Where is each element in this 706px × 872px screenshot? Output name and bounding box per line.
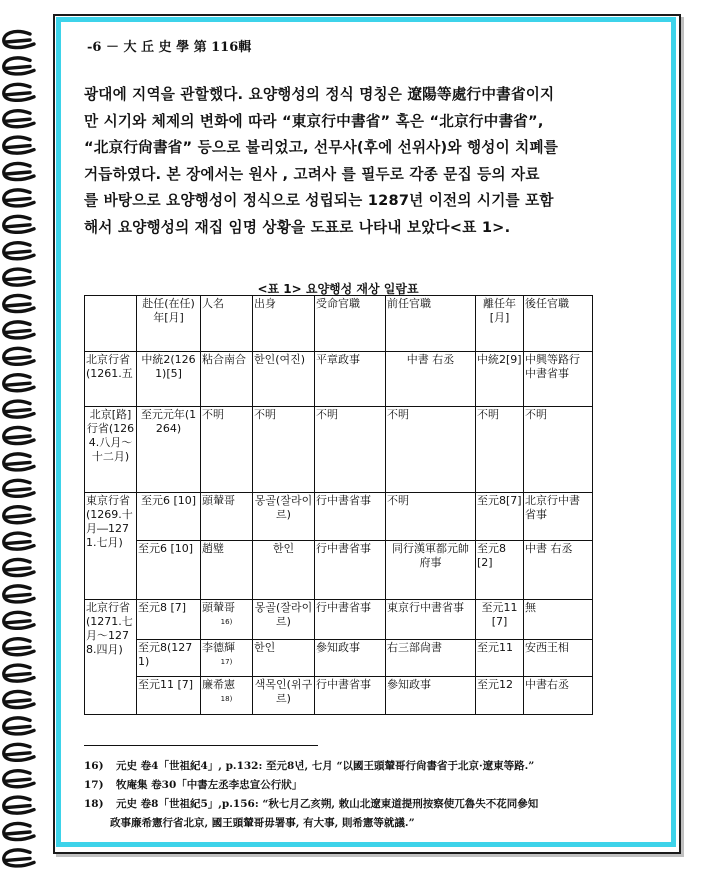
dept-name-cell: 北京行省(1271.七月～1278.四月) bbox=[85, 600, 137, 715]
spiral-coil-icon bbox=[4, 269, 34, 285]
spiral-coil-icon bbox=[4, 718, 34, 734]
official-name: 頭輦哥 bbox=[202, 601, 235, 614]
header-cell: 人名 bbox=[201, 296, 253, 352]
table-row bbox=[85, 600, 593, 640]
table-cell: 粘合南合 bbox=[201, 352, 253, 407]
spiral-coil-icon bbox=[4, 296, 34, 312]
paragraph-line: 만 시기와 체제의 변화에 따라 “東京行中書省” 혹은 “北京行中書省”, bbox=[84, 112, 544, 130]
spiral-coil-icon bbox=[4, 771, 34, 787]
table-cell: 行中書省事 bbox=[315, 677, 386, 715]
footnote-number: 16) bbox=[84, 760, 104, 772]
table-cell: 中統2(1261)[5] bbox=[137, 352, 201, 407]
footnote-item bbox=[84, 776, 658, 795]
table-cell: 趙璧 bbox=[201, 541, 253, 600]
table-row bbox=[85, 352, 593, 407]
footnote-text: 元史 卷8「世祖紀5」,p.156: “秋七月乙亥朔, 敕山北遼東道提刑按察使兀魯失不花同參知 bbox=[116, 798, 539, 810]
footnote-divider bbox=[84, 745, 318, 746]
paragraph-line: “北京行尙書省” 등으로 불리었고, 선무사(후에 선위사)와 행성이 치폐를 bbox=[84, 139, 559, 157]
table-cell: 不明 bbox=[524, 407, 593, 493]
footnote-ref: 16) bbox=[220, 618, 233, 626]
table-cell: 平章政事 bbox=[315, 352, 386, 407]
table-cell: 不明 bbox=[476, 407, 524, 493]
table-cell: 北京行中書 省事 bbox=[524, 493, 593, 541]
table-cell bbox=[201, 600, 253, 640]
footnote-text: 牧庵集 卷30「中書左丞李忠宣公行狀」 bbox=[116, 779, 303, 791]
officials-table bbox=[84, 295, 593, 715]
header-cell: 後任官職 bbox=[524, 296, 593, 352]
spiral-coil-icon bbox=[4, 560, 34, 576]
table-cell: 至元8[7] bbox=[476, 493, 524, 541]
table-cell: 몽골(잘라이르) bbox=[253, 493, 315, 541]
footnote-text: 元史 卷4「世祖紀4」, p.132: 至元8년, 七月 “以國王頭輦哥行尙書省于北京·遼東等路.” bbox=[116, 760, 535, 772]
body-paragraph bbox=[84, 82, 658, 242]
paragraph-line: 를 바탕으로 요양행성이 정식으로 성립되는 1287년 이전의 시기를 포함 bbox=[84, 192, 554, 210]
paragraph-line: 광대에 지역을 관할했다. 요양행성의 정식 명칭은 遼陽等處行中書省이지 bbox=[84, 86, 555, 103]
table-cell bbox=[201, 640, 253, 677]
spiral-coil-icon bbox=[4, 639, 34, 655]
spiral-coil-icon bbox=[4, 401, 34, 417]
dept-name-cell: 東京行省(1269.十月―1271.七月) bbox=[85, 493, 137, 600]
spiral-coil-icon bbox=[4, 164, 34, 180]
table-cell: 行中書省事 bbox=[315, 541, 386, 600]
table-cell: 參知政事 bbox=[386, 677, 476, 715]
spiral-coil-icon bbox=[4, 216, 34, 232]
table-cell: 한인 bbox=[253, 640, 315, 677]
table-cell: 至元6 [10] bbox=[137, 541, 201, 600]
table-cell: 東京行中書省事 bbox=[386, 600, 476, 640]
header-cell: 赴任(在任)年[月] bbox=[137, 296, 201, 352]
running-head: -6 － 大 丘 史 學 第 116輯 bbox=[87, 40, 252, 55]
spiral-coil-icon bbox=[4, 322, 34, 338]
table-cell: 몽골(잘라이르) bbox=[253, 600, 315, 640]
table-cell: 右三部尙書 bbox=[386, 640, 476, 677]
table-cell: 색목인(위구르) bbox=[253, 677, 315, 715]
spiral-coil-icon bbox=[4, 243, 34, 259]
dept-name-cell: 北京行省(1261.五 bbox=[85, 352, 137, 407]
header-cell bbox=[85, 296, 137, 352]
table-cell: 至元11 bbox=[476, 640, 524, 677]
official-name: 廉希憲 bbox=[202, 678, 235, 691]
footnote-number: 17) bbox=[84, 779, 104, 791]
header-cell: 出身 bbox=[253, 296, 315, 352]
table-cell: 中統2[9] bbox=[476, 352, 524, 407]
paragraph-line: 거듭하였다. 본 장에서는 원사 , 고려사 를 필두로 각종 문집 등의 자료 bbox=[84, 165, 540, 183]
header-cell: 受命官職 bbox=[315, 296, 386, 352]
table-cell: 行中書省事 bbox=[315, 493, 386, 541]
table-caption: <표 1> 요양행성 재상 일람표 bbox=[257, 282, 419, 296]
footnotes bbox=[84, 757, 658, 833]
official-name: 李德輝 bbox=[202, 641, 235, 654]
spiral-coil-icon bbox=[4, 58, 34, 74]
table-cell: 至元6 [10] bbox=[137, 493, 201, 541]
table-cell: 參知政事 bbox=[315, 640, 386, 677]
table-cell: 至元元年(1264) bbox=[137, 407, 201, 493]
dept-name-cell: 北京[路]行省(1264.八月～十二月) bbox=[85, 407, 137, 493]
table-cell: 無 bbox=[524, 600, 593, 640]
table-cell: 中書 右丞 bbox=[524, 541, 593, 600]
table-cell: 한인(여진) bbox=[253, 352, 315, 407]
table-cell: 不明 bbox=[201, 407, 253, 493]
table-cell: 安西王相 bbox=[524, 640, 593, 677]
footnote-number: 18) bbox=[84, 798, 104, 810]
spiral-coil-icon bbox=[4, 84, 34, 100]
table-row bbox=[85, 493, 593, 541]
table-cell: 至元8 [7] bbox=[137, 600, 201, 640]
spiral-coil-icon bbox=[4, 507, 34, 523]
spiral-coil-icon bbox=[4, 586, 34, 602]
table-cell: 中興等路行 中書省事 bbox=[524, 352, 593, 407]
spiral-coil-icon bbox=[4, 533, 34, 549]
table-cell: 行中書省事 bbox=[315, 600, 386, 640]
spiral-coil-icon bbox=[4, 665, 34, 681]
table-cell: 至元11 [7] bbox=[137, 677, 201, 715]
table-cell: 頭輦哥 bbox=[201, 493, 253, 541]
footnote-continuation: 政事廉希憲行省北京, 國王頭輦哥毋署事, 有大事, 則希憲等就議.” bbox=[110, 817, 415, 829]
table-cell: 至元12 bbox=[476, 677, 524, 715]
spiral-coil-icon bbox=[4, 744, 34, 760]
spiral-coil-icon bbox=[4, 612, 34, 628]
table-row bbox=[85, 640, 593, 677]
footnote-ref: 18) bbox=[220, 695, 233, 703]
table-cell bbox=[201, 677, 253, 715]
spiral-coil-icon bbox=[4, 190, 34, 206]
table-header-row bbox=[85, 296, 593, 352]
table-row bbox=[85, 677, 593, 715]
table-cell: 至元8(1271) bbox=[137, 640, 201, 677]
spiral-coil-icon bbox=[4, 348, 34, 364]
footnote-item bbox=[84, 795, 658, 814]
spiral-coil-icon bbox=[4, 850, 34, 866]
spiral-coil-icon bbox=[4, 454, 34, 470]
spiral-coil-icon bbox=[4, 797, 34, 813]
table-row bbox=[85, 407, 593, 493]
spiral-coil-icon bbox=[4, 111, 34, 127]
table-cell: 한인 bbox=[253, 541, 315, 600]
spiral-coil-icon bbox=[4, 480, 34, 496]
table-cell: 不明 bbox=[315, 407, 386, 493]
header-cell: 前任官職 bbox=[386, 296, 476, 352]
spiral-coil-icon bbox=[4, 32, 34, 48]
spiral-binding bbox=[0, 28, 40, 872]
table-cell: 同行漢軍都元帥府事 bbox=[386, 541, 476, 600]
footnote-ref: 17) bbox=[220, 658, 233, 666]
paragraph-line: 해서 요양행성의 재집 임명 상황을 도표로 나타내 보았다<표 1>. bbox=[84, 218, 511, 236]
spiral-coil-icon bbox=[4, 137, 34, 153]
spiral-binding-coil-icon bbox=[0, 28, 40, 872]
spiral-coil-icon bbox=[4, 375, 34, 391]
table-row bbox=[85, 541, 593, 600]
spiral-coil-icon bbox=[4, 824, 34, 840]
header-cell: 離任年[月] bbox=[476, 296, 524, 352]
table-cell: 至元8 [2] bbox=[476, 541, 524, 600]
spiral-coil-icon bbox=[4, 692, 34, 708]
table-cell: 中書右丞 bbox=[524, 677, 593, 715]
table-cell: 不明 bbox=[386, 407, 476, 493]
footnote-item bbox=[84, 757, 658, 776]
spiral-coil-icon bbox=[4, 428, 34, 444]
table-cell: 不明 bbox=[253, 407, 315, 493]
table-cell: 至元11 [7] bbox=[476, 600, 524, 640]
table-cell: 不明 bbox=[386, 493, 476, 541]
table-cell: 中書 右丞 bbox=[386, 352, 476, 407]
